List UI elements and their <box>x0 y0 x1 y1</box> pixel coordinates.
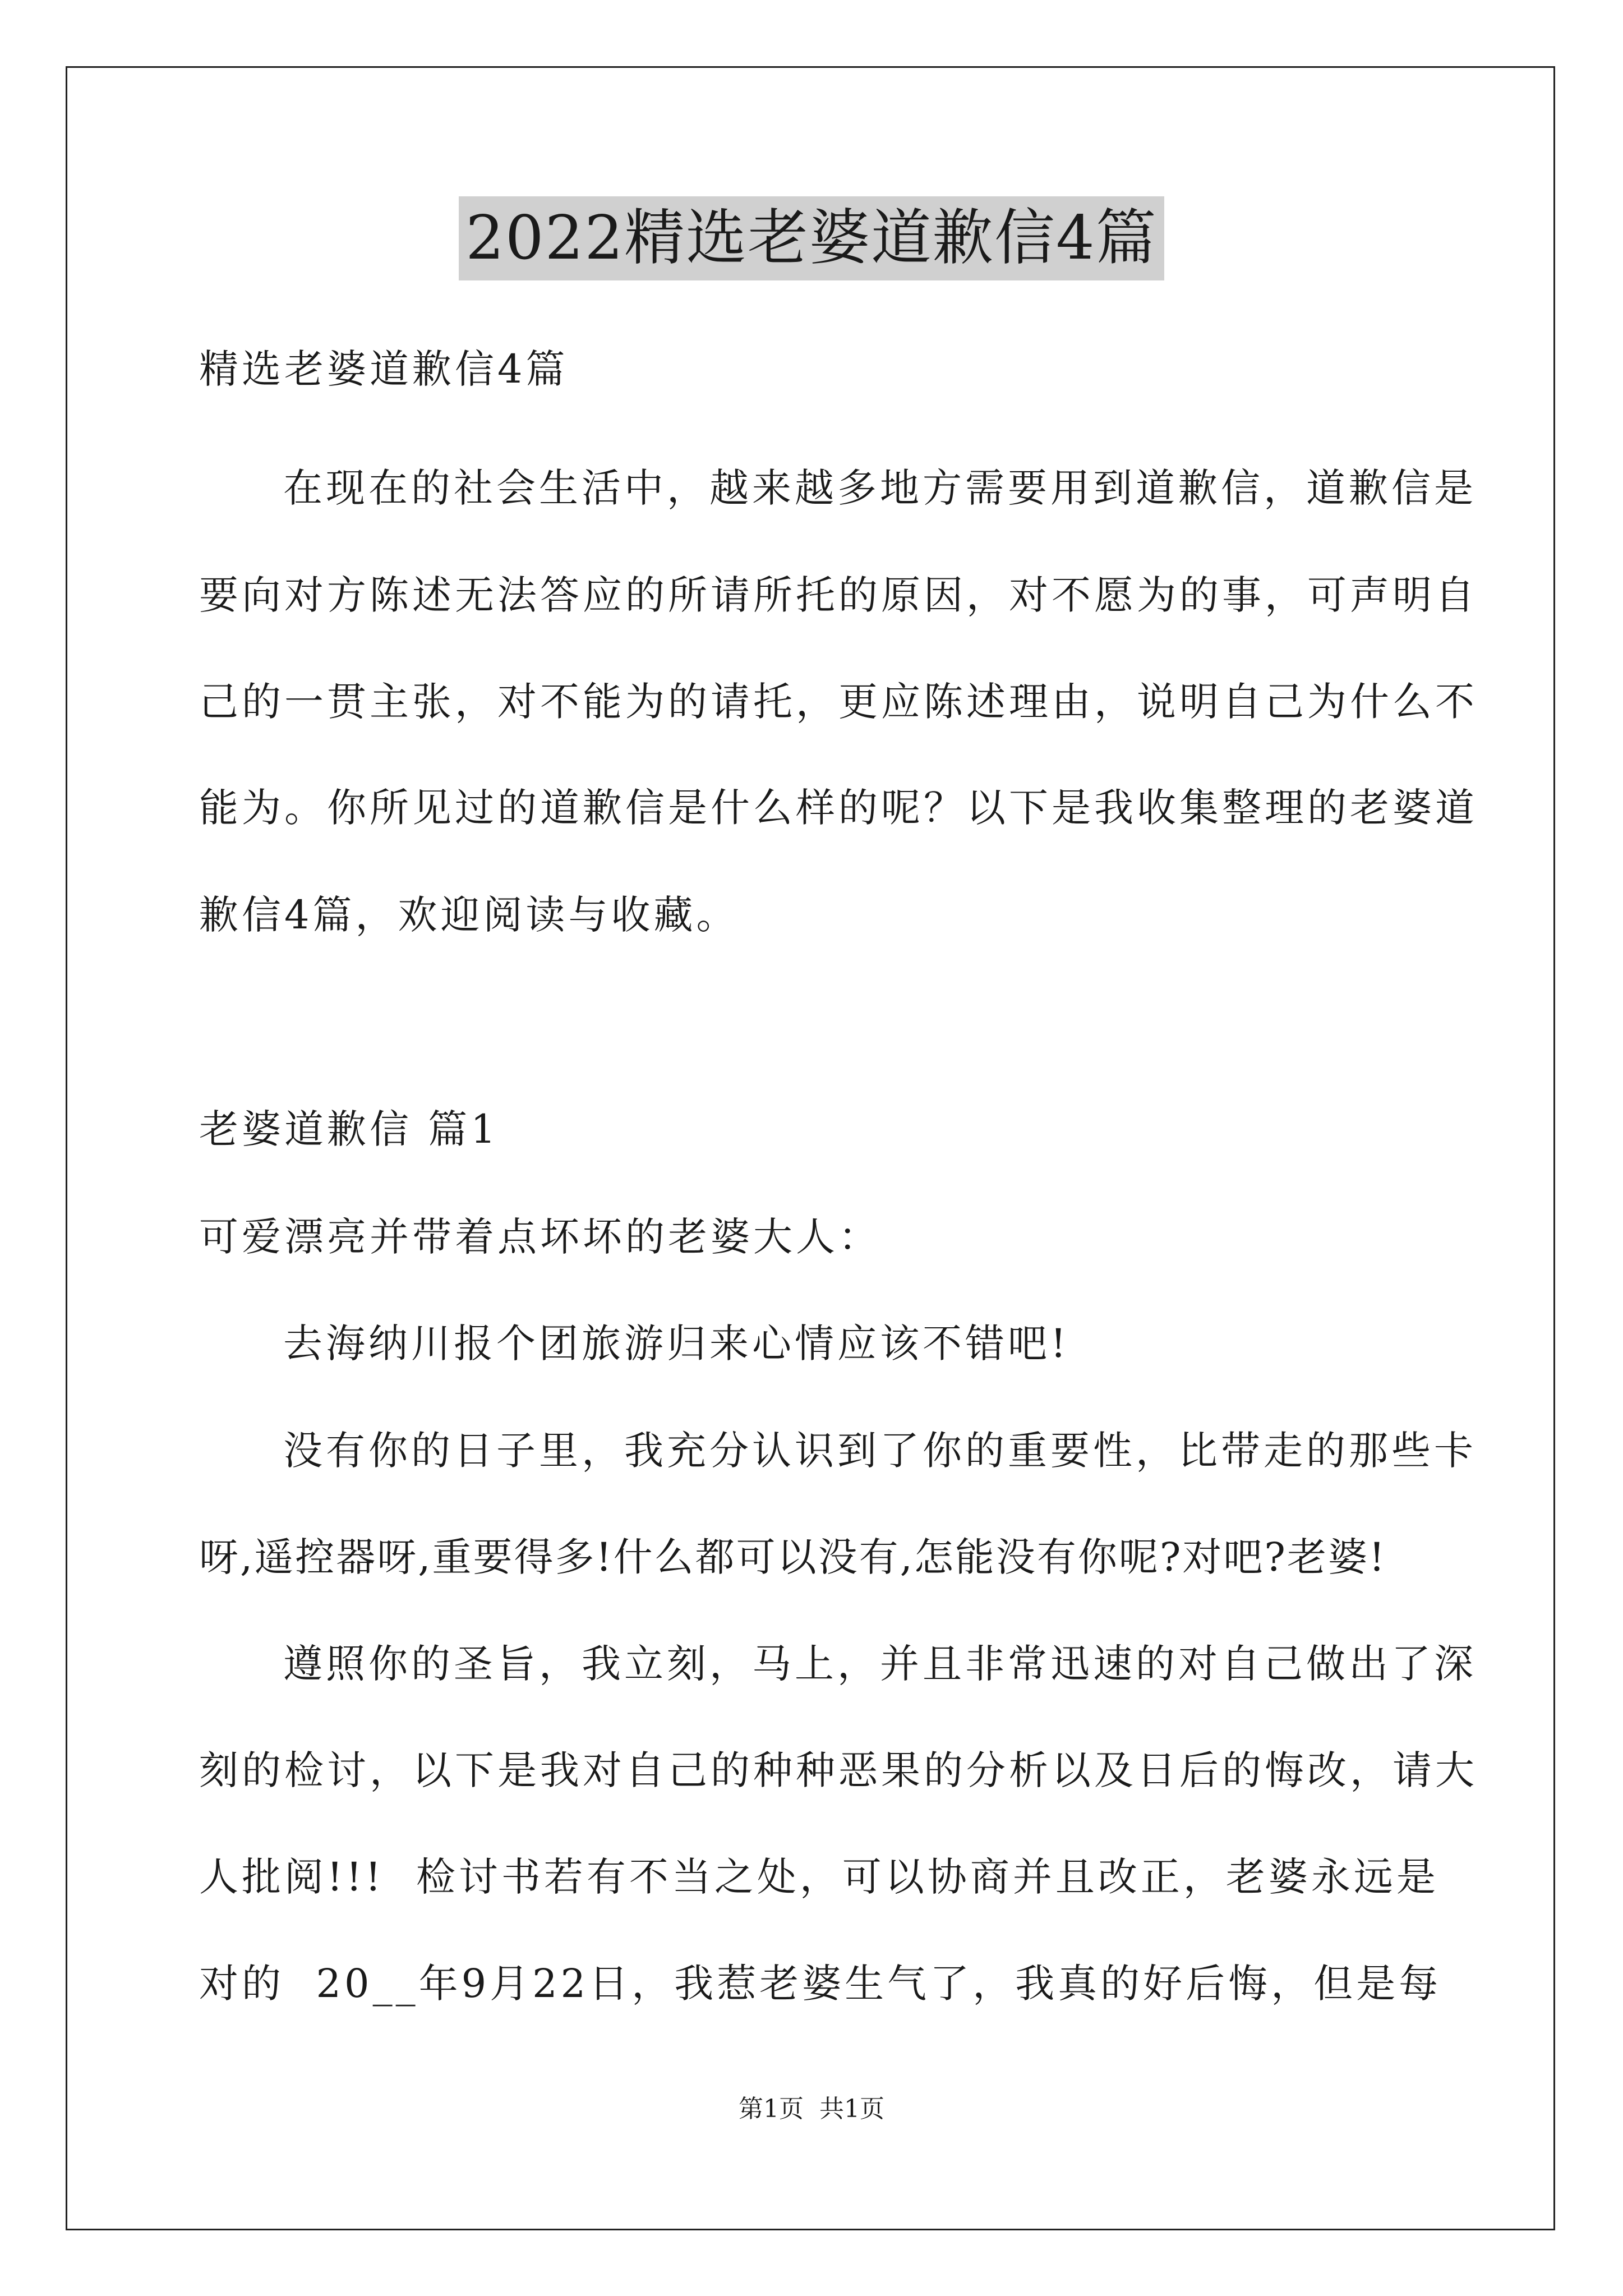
subtitle-line: 精选老婆道歉信4篇 <box>199 346 569 392</box>
paragraph-line: 人批阅!!! 检讨书若有不当之处，可以协商并且改正，老婆永远是 <box>199 1854 1439 1900</box>
paragraph-line: 歉信4篇，欢迎阅读与收藏。 <box>199 892 739 938</box>
paragraph-line: 呀,遥控器呀,重要得多!什么都可以没有,怎能没有你呢?对吧?老婆! <box>199 1534 1387 1580</box>
page-number: 第1页 共1页 <box>739 2095 884 2123</box>
paragraph-line: 能为。你所见过的道歉信是什么样的呢？以下是我收集整理的老婆道 <box>199 785 1478 831</box>
paragraph-line: 没有你的日子里，我充分认识到了你的重要性，比带走的那些卡 <box>283 1428 1477 1474</box>
paragraph-line: 在现在的社会生活中，越来越多地方需要用到道歉信，道歉信是 <box>283 465 1477 511</box>
paragraph-line: 要向对方陈述无法答应的所请所托的原因，对不愿为的事，可声明自 <box>199 572 1478 618</box>
section-heading: 老婆道歉信 篇1 <box>199 1106 499 1152</box>
salutation-line: 可爱漂亮并带着点坏坏的老婆大人： <box>199 1214 881 1260</box>
document-title: 2022精选老婆道歉信4篇 <box>459 196 1164 280</box>
paragraph-line: 去海纳川报个团旅游归来心情应该不错吧! <box>283 1320 1070 1366</box>
paragraph-line: 对的 20__年9月22日，我惹老婆生气了，我真的好后悔，但是每 <box>199 1961 1442 2007</box>
paragraph-line: 己的一贯主张，对不能为的请托，更应陈述理由，说明自己为什么不 <box>199 679 1478 725</box>
paragraph-line: 遵照你的圣旨，我立刻，马上，并且非常迅速的对自己做出了深 <box>283 1641 1477 1687</box>
paragraph-line: 刻的检讨，以下是我对自己的种种恶果的分析以及日后的悔改，请大 <box>199 1747 1478 1793</box>
page-footer <box>0 2092 1623 2126</box>
title-wrap <box>0 196 1623 280</box>
